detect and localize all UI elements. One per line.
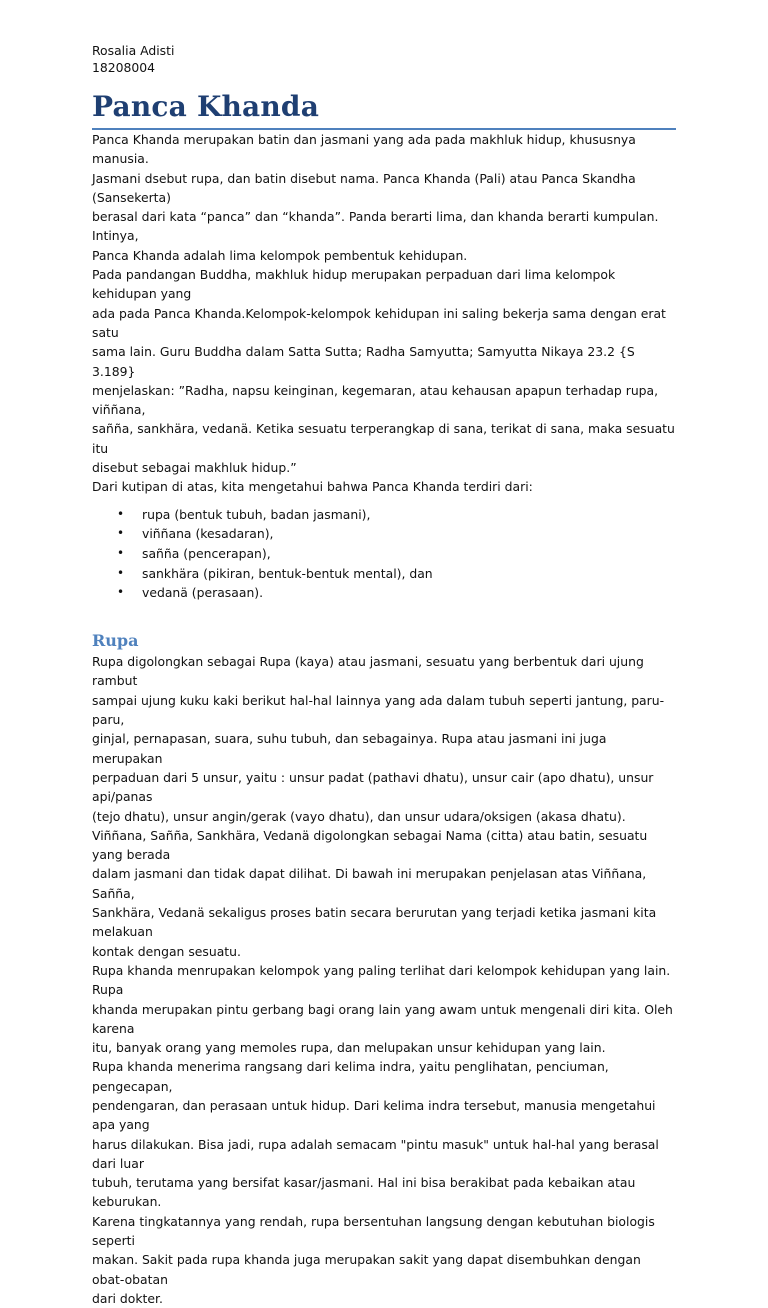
author-name: Rosalia Adisti bbox=[92, 43, 175, 58]
intro-paragraph-3: Dari kutipan di atas, kita mengetahui bahwa Panca Khanda terdiri dari: bbox=[92, 479, 533, 495]
rupa-paragraph-1: Rupa digolongkan sebagai Rupa (kaya) atau jasmani, sesuatu yang berbentuk dari ujung rambut sampai ujung kuku kaki berikut hal-hal lainnya yang ada dalam tubuh seperti jantung, paru-paru, ginjal, pernapasan, suara, suhu tubuh, dan sebagainya. Rupa atau jasmani ini juga merupakan perpaduan dari 5 unsur, yaitu : unsur padat (pathavi dhatu), unsur cair (apo dhatu), unsur api/panas (tejo dhatu), unsur angin/gerak (vayo dhatu), dan unsur udara/oksigen (akasa dhatu). bbox=[92, 654, 665, 824]
list-item: • vedanä (perasaan). bbox=[92, 583, 676, 603]
rupa-paragraph-2: Viññana, Sañña, Sankhära, Vedanä digolongkan sebagai Nama (citta) atau batin, sesuatu yang berada dalam jasmani dan tidak dapat dilihat. Di bawah ini merupakan penjelasan atas Viññana, Sañña, Sankhära, Vedanä sekaligus proses batin secara berurutan yang terjadi ketika jasmani kita melakuan kontak dengan sesuatu. bbox=[92, 827, 657, 959]
rupa-paragraph-3: Rupa khanda menrupakan kelompok yang paling terlihat dari kelompok kehidupan yang lain. Rupa khanda merupakan pintu gerbang bagi orang lain yang awam untuk mengenali diri kita. Oleh karena itu, banyak orang yang memoles rupa, dan melupakan unsur kehidupan yang lain. bbox=[92, 962, 673, 1056]
student-id: 18208004 bbox=[92, 60, 156, 75]
document-page bbox=[92, 42, 676, 1308]
intro-paragraph-1: Panca Khanda merupakan batin dan jasmani yang ada pada makhluk hidup, khususnya manusia. Jasmani dsebut rupa, dan batin disebut nama. Panca Khanda (Pali) atau Panca Skandha (Sansekerta) berasal dari kata “panca” dan “khanda”. Panda berarti lima, dan khanda berarti kumpulan. Intinya, Panca Khanda adalah lima kelompok pembentuk kehidupan. bbox=[92, 132, 659, 263]
section-heading-rupa: Rupa bbox=[92, 631, 139, 651]
bullet-icon: • bbox=[117, 585, 125, 600]
bullet-icon: • bbox=[117, 506, 125, 521]
bullet-icon: • bbox=[117, 546, 125, 561]
document-title: Panca Khanda bbox=[92, 90, 676, 130]
list-item: • rupa (bentuk tubuh, badan jasmani), bbox=[92, 505, 676, 525]
khanda-list bbox=[92, 505, 676, 604]
intro-paragraph-2: Pada pandangan Buddha, makhluk hidup merupakan perpaduan dari lima kelompok kehidupan yang ada pada Panca Khanda.Kelompok-kelompok kehidupan ini saling bekerja sama dengan erat satu sama lain. Guru Buddha dalam Satta Sutta; Radha Samyutta; Samyutta Nikaya 23.2 {S 3.189} menjelaskan: ”Radha, napsu keinginan, kegemaran, atau kehausan apapun terhadap rupa, viññana, sañña, sankhära, vedanä. Ketika sesuatu terperangkap di sana, terikat di sana, maka sesuatu itu disebut sebagai makhluk hidup.” bbox=[92, 267, 675, 476]
bullet-icon: • bbox=[117, 565, 125, 580]
bullet-icon: • bbox=[117, 526, 125, 541]
list-item: • viññana (kesadaran), bbox=[92, 524, 676, 544]
rupa-paragraph-4: Rupa khanda menerima rangsang dari kelima indra, yaitu penglihatan, penciuman, pengecapan, pendengaran, dan perasaan untuk hidup. Dari kelima indra tersebut, manusia mengetahui apa yang harus dilakukan. Bisa jadi, rupa adalah semacam "pintu masuk" untuk hal-hal yang berasal dari luar tubuh, terutama yang bersifat kasar/jasmani. Hal ini bisa berakibat pada kebaikan atau keburukan. Karena tingkatannya yang rendah, rupa bersentuhan langsung dengan kebutuhan biologis seperti makan. Sakit pada rupa khanda juga merupakan sakit yang dapat disembuhkan dengan obat-obatan dari dokter. bbox=[92, 1059, 659, 1306]
list-item: • sañña (pencerapan), bbox=[92, 544, 676, 564]
list-item: • sankhära (pikiran, bentuk-bentuk mental), dan bbox=[92, 564, 676, 584]
